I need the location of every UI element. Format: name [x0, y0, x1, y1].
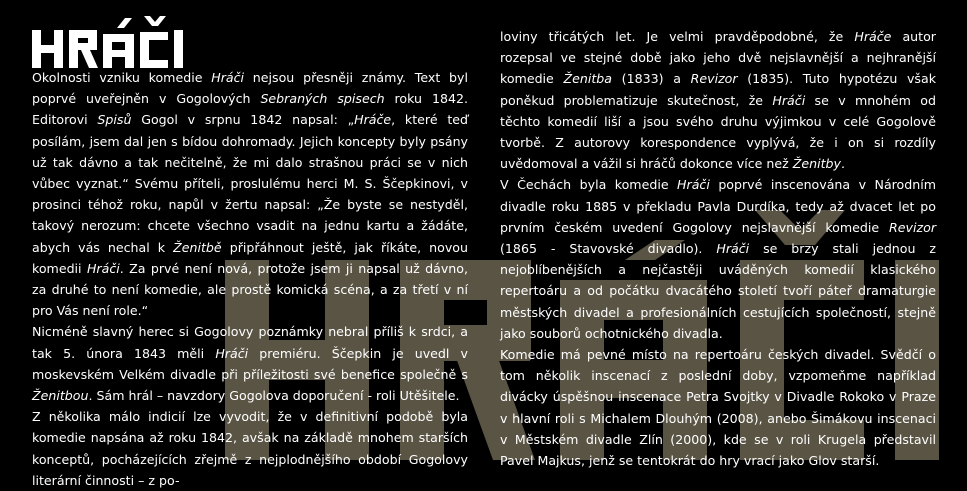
paragraph	[32, 67, 468, 321]
body-text: (1865 - Stavovské divadlo).	[500, 241, 717, 257]
paragraph	[500, 344, 936, 471]
italic-title-text: Hráče	[354, 112, 392, 128]
paragraph	[500, 174, 936, 344]
body-text: roku 1842. Editorovi	[32, 91, 468, 128]
body-text: poprvé inscenována v Národním divadle roku 1885 v překladu Pavla Durdíka, tedy až dvacet let po prvním českém uvedení Gogolovy nejslavnější komedie	[500, 177, 937, 235]
body-text: Okolnosti vzniku komedie	[32, 70, 212, 85]
text-column-left	[32, 67, 468, 491]
body-text: premiéru. Ščepkin je uvedl v moskevském Velkém divadle při příležitosti své benefice společně s	[32, 345, 468, 382]
body-text: (1835). Tuto hypotézu však poněkud problematizuje skutečnost, že	[500, 71, 936, 108]
italic-title-text: Hráči	[716, 241, 750, 257]
text-column-right	[500, 26, 936, 471]
body-text: Komedie má pevné místo na repertoáru českých divadel. Svědčí o tom několik inscenací z poslední doby, vzpomeňme například divácky úspěšnou inscenace Petra Svojtky v Divadle Rokoko v Praze v hlavní roli s Michalem Dlouhým (2008), anebo Šimákovu inscenaci v Městském divadle Zlín (2000), kde se v roli Krugela představil Pavel Majkus, jenž se tentokrát do hry vrací jako Glov starší.	[500, 347, 936, 469]
italic-title-text: Hráči	[86, 260, 120, 276]
body-text: Gogol v srpnu 1842 napsal: „	[131, 112, 355, 128]
body-text: .	[841, 156, 846, 172]
italic-title-text: Hráči	[215, 345, 249, 361]
italic-title-text: Hráče	[854, 29, 892, 44]
italic-title-text: Ženitbě	[173, 239, 222, 255]
body-text: V Čechách byla komedie	[500, 177, 678, 193]
logo-wordmark	[32, 14, 200, 68]
body-text: Nicméně slavný herec si Gogolovy poznámky nebral příliš k srdci, a tak 5. února 1843 měli	[32, 324, 468, 361]
body-text: loviny třicátých let. Je velmi pravděpodobné, že	[500, 29, 855, 44]
body-text: nejsou přesněji známy. Text byl poprvé uveřejněn v Gogolových	[32, 70, 468, 107]
body-text: . Za prvé není nová, protože jsem ji napsal už dávno, za druhé to není komedie, ale prostě komická scéna, a za třetí v ní pro Vás není role.“	[32, 260, 469, 319]
italic-title-text: Hráči	[677, 177, 710, 193]
italic-title-text: Hráči	[772, 92, 806, 108]
body-text: Z několika málo indicií lze vyvodit, že v definitivní podobě byla komedie napsána až roku 1842, avšak na základě mnohem starších konceptů, pocházejících zřejmě z nejplodnějšího období Gogolovy literární činnosti – z po-	[32, 409, 468, 488]
body-text: se brzy stali jednou z nejoblíbenějších a nejčastěji uváděných komedií klasického repertoáru a od počátku dvacátého století tvoří páteř dramaturgie městských divadel a profesionálních cestujících společností, stejně jako souborů ochotnického divadla.	[500, 241, 937, 341]
italic-title-text: Hráči	[211, 70, 245, 85]
italic-title-text: Spisů	[97, 112, 132, 128]
italic-title-text: Revizor	[889, 219, 936, 235]
body-text: se v mnohém od těchto komedií liší a jsou svého druhu výjimkou v celé Gogolově tvorbě. Z autorovy korespondence vyplývá, že i on si rozdíly uvědomoval a vážil si hráčů dokonce více než	[500, 92, 936, 172]
italic-title-text: Ženitbou	[32, 388, 89, 404]
italic-title-text: Revizor	[690, 71, 738, 87]
paragraph	[32, 406, 468, 491]
italic-title-text: Ženitba	[563, 71, 612, 87]
body-text: . Sám hrál – navzdory Gogolova doporučení - roli Utěšitele.	[88, 388, 460, 404]
paragraph	[500, 26, 936, 174]
body-text: připřáhnout ještě, jak říkáte, novou komedii	[32, 239, 468, 276]
logo	[32, 14, 200, 68]
body-text: , které teď posílám, jsem dal jen s bídou dohromady. Jejich koncepty byly psány už tak dávno a tak nečitelně, že mi dalo strašnou práci se v nich vůbec vyznat.“ Svému příteli, proslulému herci M. S. Ščepkinovi, v prosinci téhož roku, napůl v žertu napsal: „Že byste se nestyděl, takový nerozum: chcete všechno vsadit na jednu kartu a žádáte, abych vás nechal k	[32, 112, 469, 255]
paragraph	[32, 321, 468, 406]
body-text: autor rozepsal ve stejné době jako jeho dvě nejslavnější a nejhranější komedie	[500, 29, 936, 87]
italic-title-text: Ženitby	[792, 156, 842, 172]
italic-title-text: Sebraných spisech	[260, 91, 385, 107]
body-text: (1833) a	[612, 71, 691, 87]
